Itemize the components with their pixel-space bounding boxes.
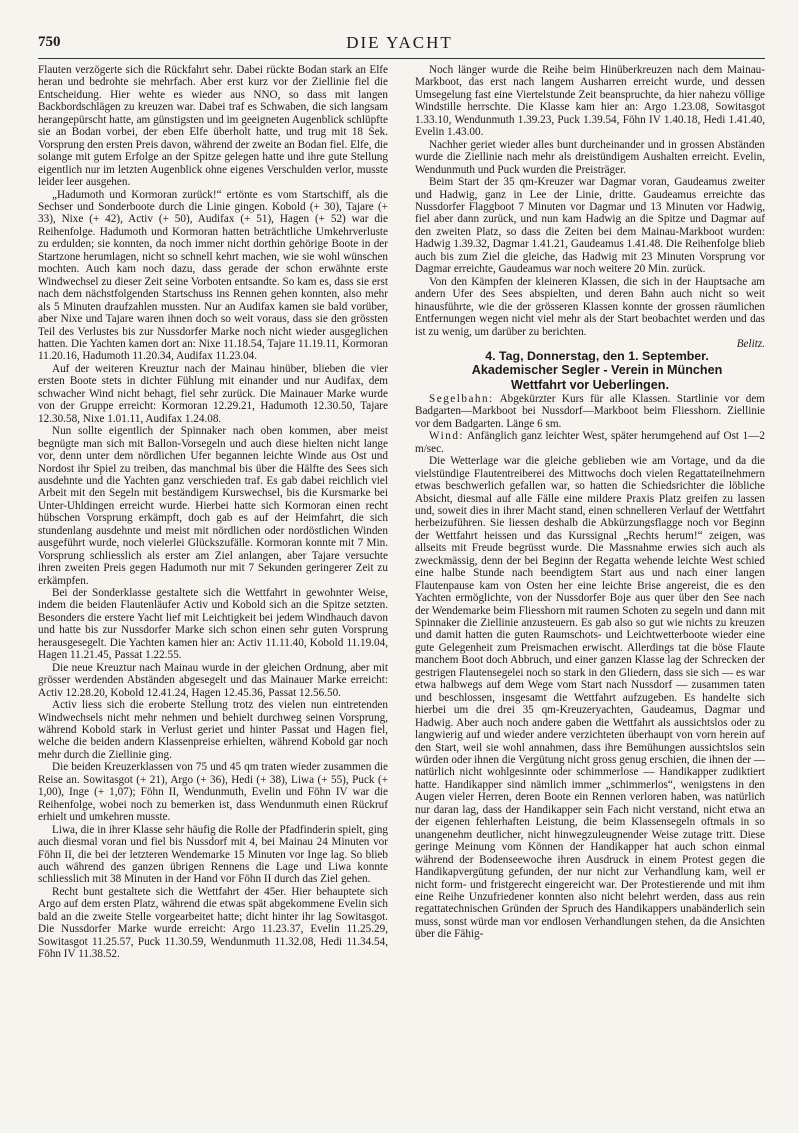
journal-title: DIE YACHT (346, 33, 453, 52)
club-heading-line2: Wettfahrt vor Ueberlingen. (511, 377, 669, 392)
course-text: Abgekürzter Kurs für alle Klassen. Startlinie vor dem Badgarten—Markboot bei Nussdorf—Markboot beim Fliesshorn. Ziellinie vor dem Badgarten. Länge 6 sm. (415, 392, 765, 430)
header-rule (38, 58, 765, 59)
paragraph: Die Wetterlage war die gleiche geblieben wie am Vortage, und da die vielstündige Flautentreiberei des Mittwochs doch vielen Regattateilnehmern etwas beschwerlich gefallen war, so hatten die Schiedsrichter die löbliche Absicht, diesmal auf alle Fälle eine mildere Praxis Platz greifen zu lassen und, soweit dies in ihrer Macht stand, einen schnelleren Verlauf der Wettfahrt herbeizuführen. Sie liessen deshalb die Abkürzungsflagge noch vor Beginn der Wettfahrt heissen und das Kurssignal „Rechts herum!“ zeigen, was allseits mit Freude begrüsst wurde. Die Massnahme erwies sich auch als zweckmässig, denn der bei Beginn der Regatta wehende leichte West schied eine halbe Stunde nach beendigtem Start aus und nach einer langen Flautenpause kam von Osten her eine leichte Brise angereist, die es den Yachten ermöglichte, von der Nussdorfer Boje aus quer über den See nach der Wendemarke beim Fliesshorn mit raumen Schoten zu segeln und dann mit Spinnaker die Ziellinie anzusteuern. Es gab also so gut wie nichts zu kreuzen und damit hatten die guten Raumschots- und Leichtwetterboote wieder eine gute Gelegenheit zum Preismachen erwischt. Allerdings tat die böse Flaute manchem Boot doch Abbruch, und einer ganzen Klasse lag der Schrecken der gestrigen Flautensegelei noch so stark in den Gliedern, dass sie sich — es war etwa halbwegs auf dem Wege vom Start nach Nussdorf — zusammen taten und beschlossen, insgesamt die Wettfahrt aufzugeben. Es handelte sich hierbei um die drei 35 qm-Kreuzeryachten, Gaudeamus, Dagmar und Hadwig. Aber auch noch andere gaben die Wettfahrt als aussichtslos oder zu langwierig auf und wieder andere verzichteten überhaupt von vorn herein auf den Start, weil sie wohl annahmen, dass ihre Bemühungen aussichtslos sein würden oder ihnen die Vergütung nicht gross genug erschien, die ihnen der — natürlich nicht wohlgesinnte oder schimmerlose — Handikapper zudiktiert hatte. Handikapper sind nämlich immer „schimmerlos“, wenigstens in den Augen vieler Herren, deren Boote ein Rennen verloren haben, was natürlich nur daran lag, dass der Handikapper sein Fach nicht verstand, nicht etwa an der eigenen fehlerhaften Leistung, die beim Klassensegeln oftmals in so unangenehm deutlicher, nicht hinwegzuleugnender Weise zutage tritt. Diese geringe Meinung vom Können der Handikapper hat auch schon einmal während der Bodenseewoche ihren Ausdruck in einem Protest gegen die Handikapvergütung gefunden, der nur nicht zur Verhandlung kam, weil er nicht form- und fristgerecht eingereicht war. Der Protestierende und mit ihm eine Reihe Unzufriedener konnten also nicht belehrt werden, dass aus rein regattatechnischen Gründen der Spruch des Handikappers unabänderlich sein muss, sonst würde man vor endlosen Verhandlungen stehen, da die Ansichten über die Fähig- (415, 455, 765, 941)
paragraph: Flauten verzögerte sich die Rückfahrt sehr. Dabei rückte Bodan stark an Elfe heran und bedrohte sie mehrfach. Aber erst kurz vor der Ziellinie fiel die Entscheidung. Hier wehte es wieder aus NNO, so dass mit langen Backbordschlägen zu kreuzen war. Dabei traf es Schwaben, die sich langsam herangepürscht hatte, am günstigsten und im geeigneten Augenblick schlüpfte sie an Bodan vorbei, der eben Elfe überholt hatte, und trug mit 18 Sek. Vorsprung den ersten Preis davon, während der zweite an Bodan fiel. Elfe, die solange mit gutem Erfolge an der Spitze gelegen hatte und ihre gute Stellung eigentlich nur im letzten Augenblick ohne eigenes Verschulden verlor, musste leider leer ausgehen. (38, 64, 388, 189)
paragraph: Die neue Kreuztur nach Mainau wurde in der gleichen Ordnung, aber mit grösser werdenden Abständen abgesegelt und das Mainauer Marke erreicht: Activ 12.28.20, Kobold 12.41.24, Hagen 12.45.36, Passat 12.56.50. (38, 661, 388, 699)
left-column (38, 64, 388, 961)
paragraph: Auf der weiteren Kreuztur nach der Mainau hinüber, blieben die vier ersten Boote stets in dichter Fühlung mit einander und nur Audifax, dem schwacher Wind nicht behagt, fiel sehr zurück. Die Mainauer Marke wurde von der Gruppe erreicht: Kormoran 12.29.21, Hadumoth 12.30.50, Tajare 12.30.58, Nixe 1.01.11, Audifax 1.24.08. (38, 362, 388, 425)
wind-text: Anfänglich ganz leichter West, später herumgehend auf Ost 1—2 m/sec. (415, 430, 765, 455)
paragraph: Recht bunt gestaltete sich die Wettfahrt der 45er. Hier behauptete sich Argo auf dem ersten Platz, während die etwas spät abgekommene Evelin sich bald an die zweite Stelle vorgearbeitet hatte; dicht hinter ihr lag Sowitasgot. Die Nussdorfer Marke wurde erreicht: Argo 11.23.37, Evelin 11.25.29, Sowitasgot 11.25.57, Puck 11.30.59, Wendunmuth 11.32.08, Hedi 11.34.54, Föhn IV 11.38.52. (38, 885, 388, 961)
paragraph: Nun sollte eigentlich der Spinnaker nach oben kommen, aber meist begnügte man sich mit Ballon-Vorsegeln und auch diese hielten nicht lange vor, denn unter dem nördlichen Ufer begannen leichte Winde aus Ost und Nordost ihr Spiel zu treiben, das manchmal bis über die Hälfte des Sees sich ausdehnte und die Yachten ganz verschieden traf. Es gab dabei reichlich viel Arbeit mit den Segeln mit beständigem Kurswechsel, bis die Kursmarke bei Unter-Uhldingen erreicht wurde. Hierbei hatte sich Kormoran einen recht hübschen Vorsprung erkämpft, doch gab es auf der Heimfahrt, die sich stundenlang ausdehnte und meist mit nördlichen oder nordöstlichen Winden ausgeführt wurde, noch vielerlei Glückszufälle. Kormoran konnte mit 7 Min. Vorsprung schliesslich als erster am Ziel anlangen, aber Tajare versuchte ihren zweiten Preis gegen Hadumoth nur mit 7 Sekunden geringerer Zeit zu erkämpfen. (38, 425, 388, 587)
page-number: 750 (38, 34, 61, 50)
paragraph: „Hadumoth und Kormoran zurück!“ ertönte es vom Startschiff, als die Sechser und Sonderboote durch die Linie gingen. Kobold (+ 30), Tajare (+ 33), Nixe (+ 42), Activ (+ 50), Audifax (+ 51), Hagen (+ 52) war die Reihenfolge. Hadumoth und Kormoran hatten beträchtliche Umkehrverluste zu erdulden; sie konnten, da noch immer nicht dorthin gehörige Boote in der Startzone herumlagen, nicht so schnell kehrt machen, wie sie wohl wünschen mochten. Auch kam noch dazu, dass gerade der schon erwähnte erste Windwechsel zu dieser Zeit seine Vorboten entsandte. So kam es, dass sie erst nach dem nächstfolgenden Startschuss ins Rennen gehen konnten, also mehr als 5 Minuten draufzahlen mussten. Nur an Audifax kamen sie bald vorüber, aber Nixe und Tajare waren ihnen doch so weit voraus, dass sie den grössten Teil des Verlustes bis zur Nussdorfer Marke noch nicht wieder ausgeglichen hatten. Die Yachten kamen dort an: Nixe 11.18.54, Tajare 11.19.11, Kormoran 11.20.16, Hadumoth 11.20.34, Audifax 11.23.04. (38, 188, 388, 363)
paragraph: Nachher geriet wieder alles bunt durcheinander und in grossen Abständen wurde die Ziellinie nach mehr als dreistündigem Aushalten erreicht. Evelin, Wendunmuth und Puck wurden die Preisträger. (415, 138, 765, 176)
paragraph: Noch länger wurde die Reihe beim Hinüberkreuzen nach dem Mainau-Markboot, das erst nach langem Ausharren erreicht wurde, und dessen Umsegelung fast eine Viertelstunde Zeit beanspruchte, da hier nahezu völlige Windstille herrschte. Die Klasse kam hier an: Argo 1.23.08, Sowitasgot 1.33.10, Wendunmuth 1.39.23, Puck 1.39.54, Föhn IV 1.40.18, Hedi 1.41.40, Evelin 1.43.00. (415, 64, 765, 139)
author-signature: Belitz. (736, 337, 765, 350)
paragraph: Activ liess sich die eroberte Stellung trotz des vielen nun eintretenden Windwechsels nicht mehr nehmen und behielt durchweg seinen Vorsprung, während Kobold stark in Verlust geriet und hinter Passat und Hagen fiel, welche die beiden andern Klassenpreise erhielten, während Kobold gar noch mehr durch die Ziellinie ging. (38, 699, 388, 761)
course-paragraph (415, 393, 765, 430)
club-heading-line1: Akademischer Segler - Verein in München (471, 362, 723, 377)
section-heading: 4. Tag, Donnerstag, den 1. September. (485, 349, 709, 364)
paragraph: Beim Start der 35 qm-Kreuzer war Dagmar voran, Gaudeamus zweiter und Hadwig, ganz in Lee der Linie, dritte. Gaudeamus erreichte das Nussdorfer Flaggboot 7 Minuten vor Dagmar und 13 Minuten vor Hadwig, fiel aber dann zurück, und nun kam Hadwig an die Spitze und Dagmar auf den zweiten Platz, so dass die Zeiten bei dem Mainau-Markboot wurden: Hadwig 1.39.32, Dagmar 1.41.21, Gaudeamus 1.41.48. Die Reihenfolge blieb auch bis zum Ziel die gleiche, das Hadwig mit 23 Minuten Vorsprung vor Dagmar erreichte, Gaudeamus war noch weitere 20 Min. zurück. (415, 176, 765, 276)
course-label: Segelbahn: (429, 392, 494, 405)
paragraph: Liwa, die in ihrer Klasse sehr häufig die Rolle der Pfadfinderin spielt, ging auch diesmal voran und fiel bis Nussdorf mit 4, bei Mainau 24 Minuten vor Föhn II, die bei der letzteren Wendemarke 15 Minuten vor Inge lag. So blieb auch während des ganzen übrigen Rennens die Lage und Liwa konnte schliesslich mit 38 Minuten in der Hand vor Föhn II durch das Ziel gehen. (38, 823, 388, 886)
paragraph: Bei der Sonderklasse gestaltete sich die Wettfahrt in gewohnter Weise, indem die beiden Flautenläufer Activ und Kobold sich an die Spitze setzten. Besonders die erstere Yacht lief mit Leichtigkeit bei jedem Windhauch davon und hatte bis zur Nussdorfer Marke sich schon einen sehr guten Vorsprung herausgesegelt. Die Yachten kamen hier an: Activ 11.11.40, Kobold 11.19.04, Hagen 11.21.45, Passat 1.22.55. (38, 587, 388, 662)
wind-label: Wind: (429, 430, 465, 443)
wind-paragraph (415, 430, 765, 455)
paragraph: Von den Kämpfen der kleineren Klassen, die sich in der Hauptsache am andern Ufer des Sees abspielten, und deren Bahn auch nicht so weit hinausführte, wie die der grösseren Klassen konnte der grossen räumlichen Entfernungen wegen nicht viel mehr als der Start beobachtet werden und das ist zu wenig, um darüber zu berichten. (415, 275, 765, 338)
right-column (415, 64, 765, 941)
club-heading (415, 363, 765, 393)
paragraph: Die beiden Kreuzerklassen von 75 und 45 qm traten wieder zusammen die Reise an. Sowitasgot (+ 21), Argo (+ 36), Hedi (+ 38), Liwa (+ 55), Puck (+ 1,00), Inge (+ 1,07); Föhn II, Wendunmuth, Evelin und Föhn IV war die Reihenfolge, wobei noch zu bemerken ist, dass Wendunmuth einen Rückruf erhielt und umkehren musste. (38, 761, 388, 824)
